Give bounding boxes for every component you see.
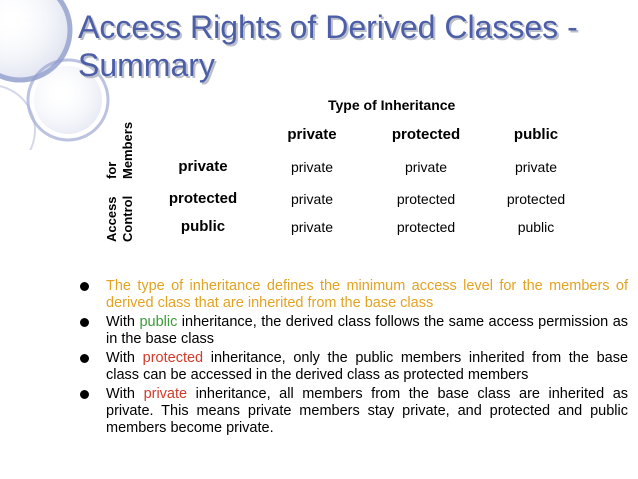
list-item	[78, 386, 628, 437]
inheritance-type-header: Type of Inheritance	[328, 97, 456, 113]
column-header-protected: protected	[391, 126, 461, 143]
column-header-public: public	[513, 126, 559, 143]
slide-title	[78, 8, 628, 84]
table-cell: protected	[396, 219, 456, 235]
table-cell: private	[404, 159, 448, 175]
bullet-icon	[80, 318, 89, 327]
bullet-icon	[80, 282, 89, 291]
table-cell: private	[514, 159, 558, 175]
access-control-label-line1: Access Control	[104, 195, 135, 242]
list-item	[78, 314, 628, 348]
bullet-icon	[80, 390, 89, 399]
access-control-label-line2: for Members	[104, 122, 135, 180]
table-cell: public	[517, 219, 555, 235]
bullet-icon	[80, 354, 89, 363]
access-control-label	[104, 122, 136, 242]
bullet-text-pre: With	[106, 314, 140, 330]
title-line-2: Summary	[78, 47, 215, 83]
bullet-text-post: inheritance, all members from the base class are inherited as private. This means private members stay private, and protected and public members become private.	[106, 386, 629, 436]
keyword-private: private	[143, 386, 188, 402]
bullet-text: The type of inheritance defines the minimum access level for the members of derived class that are inherited from the base class	[106, 278, 628, 311]
list-item	[78, 278, 628, 312]
bullet-list	[78, 278, 628, 439]
bullet-text-pre: With	[106, 386, 144, 402]
list-item	[78, 350, 628, 384]
bullet-text-post: inheritance, the derived class follows the same access permission as in the base class	[106, 314, 629, 347]
keyword-public: public	[139, 314, 178, 330]
row-label-protected: protected	[168, 190, 238, 207]
title-line-1: Access Rights of Derived Classes -	[78, 9, 578, 45]
bullet-text-post: inheritance, only the public members inherited from the base class can be accessed in the derived class as protected members	[106, 350, 629, 383]
bullet-text-pre: With	[106, 350, 143, 366]
column-header-private: private	[287, 126, 337, 143]
table-cell: private	[290, 191, 334, 207]
row-label-public: public	[180, 218, 226, 235]
table-cell: private	[290, 159, 334, 175]
table-cell: protected	[396, 191, 456, 207]
keyword-protected: protected	[142, 350, 204, 366]
row-label-private: private	[178, 158, 228, 175]
table-cell: protected	[506, 191, 566, 207]
table-cell: private	[290, 219, 334, 235]
